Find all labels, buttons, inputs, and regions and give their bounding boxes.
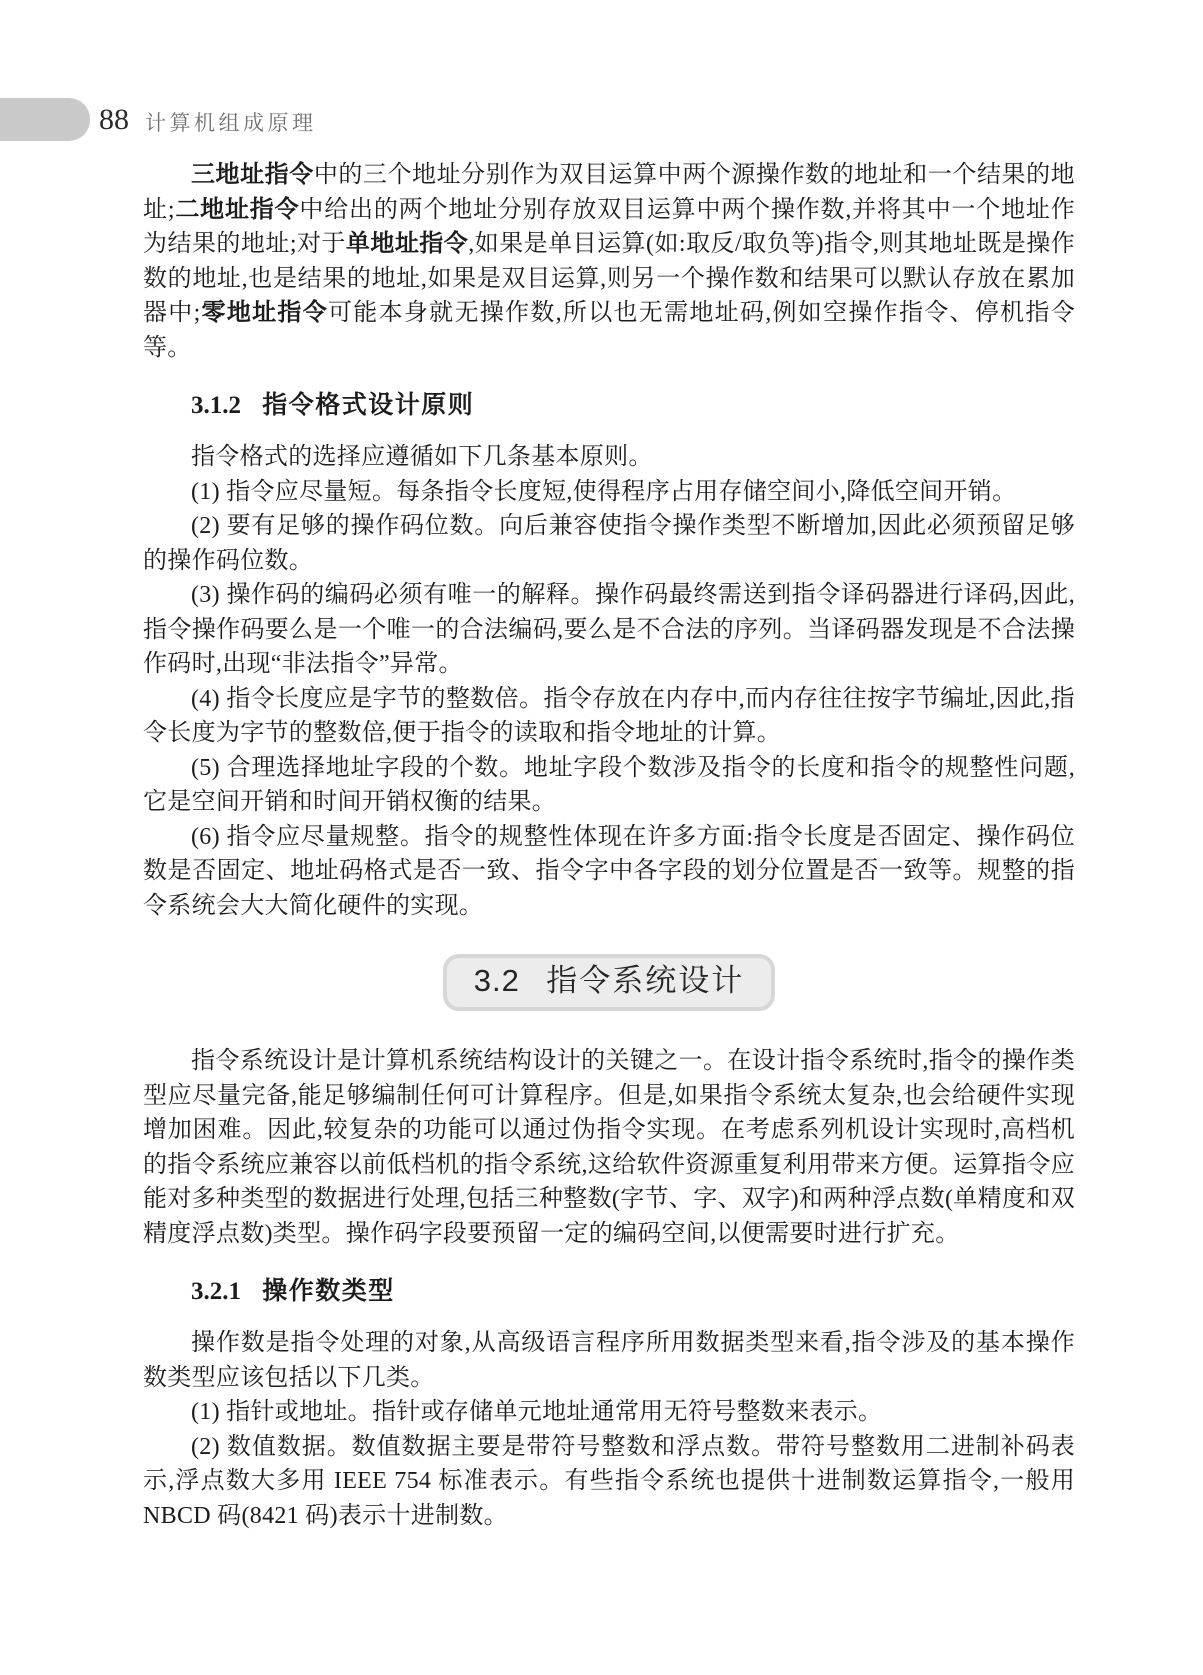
heading-title: 操作数类型: [262, 1277, 395, 1305]
list-item-principle-3: (3) 操作码的编码必须有唯一的解释。操作码最终需送到指令译码器进行译码,因此,指令操作码要么是一个唯一的合法编码,要么是不合法的序列。当译码器发现是不合法操作码时,出现“非法指令”异常。: [143, 582, 1075, 677]
term-zero-address-instruction: 零地址指令: [200, 299, 329, 326]
heading-3-2-1: [191, 1276, 1075, 1307]
book-title: 计算机组成原理: [145, 110, 317, 135]
list-item-operand-type-1: (1) 指针或地址。指针或存储单元地址通常用无符号整数来表示。: [191, 1399, 883, 1425]
heading-number: 3.2.1: [191, 1278, 241, 1305]
paragraph-segment: 中给出的两个地址分别存放双目运算中两个操作数,并将其中一个地址作为结果的地址;对于: [143, 196, 1076, 257]
page-number: 88: [99, 102, 129, 136]
heading-3-1-2: [191, 390, 1075, 421]
list-item-operand-type-2: (2) 数值数据。数值数据主要是带符号整数和浮点数。带符号整数用二进制补码表示,浮点数大多用 IEEE 754 标准表示。有些指令系统也提供十进制数运算指令,一般用 NBCD 码(8421 码)表示十进制数。: [143, 1433, 1075, 1529]
heading-title: 指令格式设计原则: [262, 391, 475, 419]
list-item-principle-1: (1) 指令应尽量短。每条指令长度短,使得程序占用存储空间小,降低空间开销。: [191, 478, 1017, 505]
term-two-address-instruction: 二地址指令: [174, 195, 300, 223]
paragraph-operand-intro: 操作数是指令处理的对象,从高级语言程序所用数据类型来看,指令涉及的基本操作数类型应该包括以下几类。: [143, 1330, 1075, 1391]
heading-3-2-box: [443, 954, 775, 1011]
list-item-principle-6: (6) 指令应尽量规整。指令的规整性体现在许多方面:指令长度是否固定、操作码位数是否固定、地址码格式是否一致、指令字中各字段的划分位置是否一致等。规整的指令系统会大大简化硬件的实现。: [143, 823, 1075, 919]
term-one-address-instruction: 单地址指令: [345, 230, 469, 257]
paragraph-address-instruction-types: [143, 158, 1075, 365]
list-item-principle-2: (2) 要有足够的操作码位数。向后兼容使指令操作类型不断增加,因此必须预留足够的操作码位数。: [143, 513, 1075, 574]
heading-title: 指令系统设计: [546, 963, 745, 998]
paragraph-principles-intro: 指令格式的选择应遵循如下几条基本原则。: [191, 444, 653, 470]
page-body: [143, 158, 1075, 1533]
paragraph-segment: ,如果是单目运算(如:取反/取负等)指令,则其地址既是操作数的地址,也是结果的地址,如果是双目运算,则另一个操作数和结果可以默认存放在累加器中;: [143, 231, 1075, 326]
page-header: [0, 98, 317, 141]
term-three-address-instruction: 三地址指令: [191, 161, 314, 188]
paragraph-segment: 可能本身就无操作数,所以也无需地址码,例如空操作指令、停机指令等。: [143, 300, 1076, 361]
section-heading-wrap: [143, 954, 1075, 1011]
paragraph-segment: 中的三个地址分别作为双目运算中两个源操作数的地址和一个结果的地址;: [143, 162, 1075, 223]
heading-number: 3.2: [473, 963, 520, 998]
header-bar-decoration: [0, 98, 90, 141]
heading-number: 3.1.2: [191, 392, 241, 419]
paragraph-instruction-system-design: 指令系统设计是计算机系统结构设计的关键之一。在设计指令系统时,指令的操作类型应尽量完备,能足够编制任何可计算程序。但是,如果指令系统太复杂,也会给硬件实现增加困难。因此,较复杂的功能可以通过伪指令实现。在考虑系列机设计实现时,高档机的指令系统应兼容以前低档机的指令系统,这给软件资源重复利用带来方便。运算指令应能对多种类型的数据进行处理,包括三种整数(字节、字、双字)和两种浮点数(单精度和双精度浮点数)类型。操作码字段要预留一定的编码空间,以便需要时进行扩充。: [143, 1048, 1075, 1247]
list-item-principle-5: (5) 合理选择地址字段的个数。地址字段个数涉及指令的长度和指令的规整性问题,它是空间开销和时间开销权衡的结果。: [143, 754, 1075, 815]
list-item-principle-4: (4) 指令长度应是字节的整数倍。指令存放在内存中,而内存往往按字节编址,因此,指令长度为字节的整数倍,便于指令的读取和指令地址的计算。: [143, 685, 1075, 746]
